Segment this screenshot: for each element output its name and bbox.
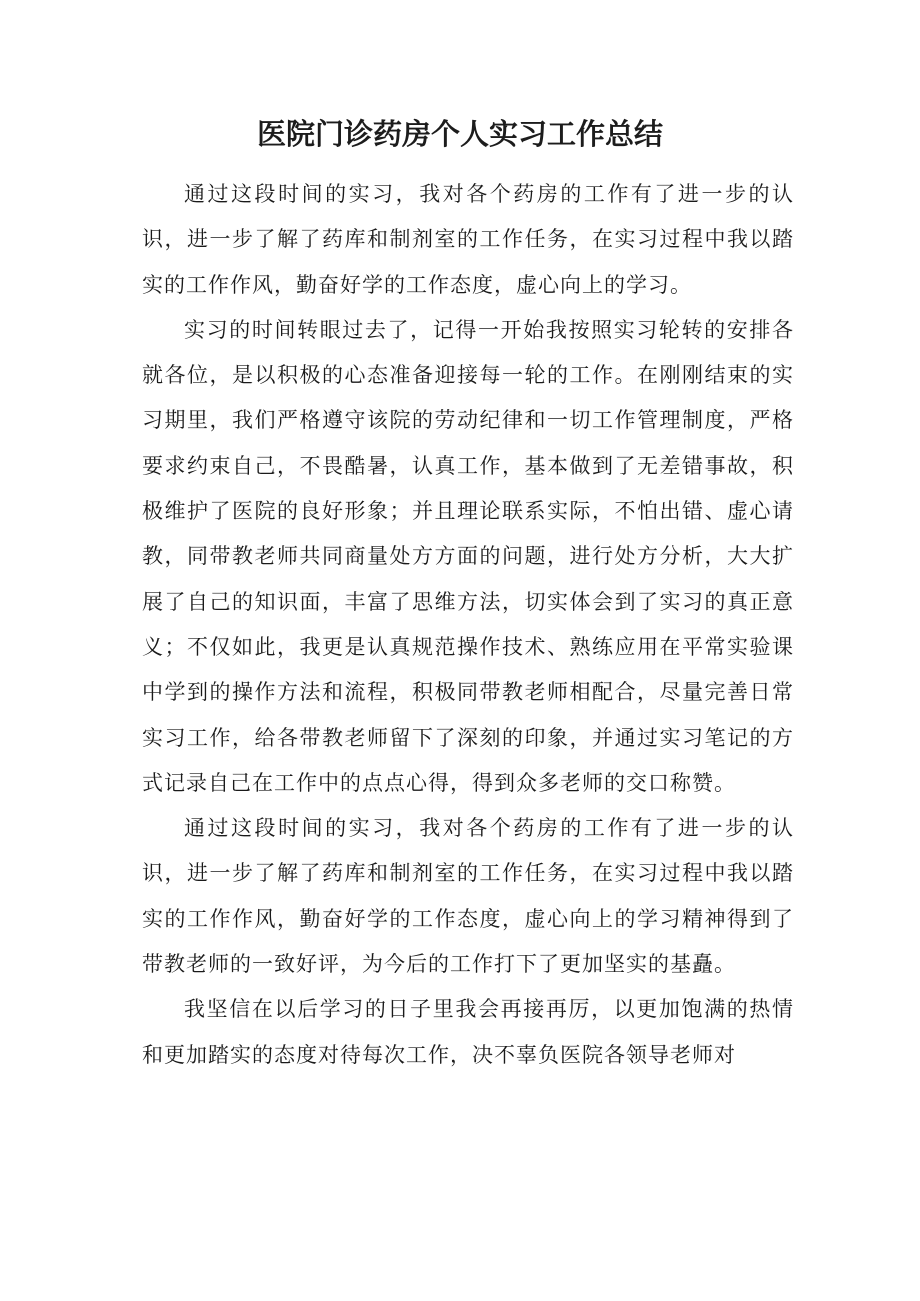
- document-title: 医院门诊药房个人实习工作总结: [256, 117, 663, 151]
- paragraph-4: 我坚信在以后学习的日子里我会再接再厉，以更加饱满的热情和更加踏实的态度对待每次工作，决不辜负医院各领导老师对: [142, 997, 794, 1067]
- paragraph-1: 通过这段时间的实习，我对各个药房的工作有了进一步的认识，进一步了解了药库和制剂室的工作任务，在实习过程中我以踏实的工作作风，勤奋好学的工作态度，虚心向上的学习。: [142, 182, 794, 297]
- document-body: [142, 172, 794, 1078]
- paragraph-3: 通过这段时间的实习，我对各个药房的工作有了进一步的认识，进一步了解了药库和制剂室的工作任务，在实习过程中我以踏实的工作作风，勤奋好学的工作态度，虚心向上的学习精神得到了带教老师的一致好评，为今后的工作打下了更加坚实的基矗。: [142, 816, 794, 977]
- paragraph-2: 实习的时间转眼过去了，记得一开始我按照实习轮转的安排各就各位，是以积极的心态准备迎接每一轮的工作。在刚刚结束的实习期里，我们严格遵守该院的劳动纪律和一切工作管理制度，严格要求约束自己，不畏酷暑，认真工作，基本做到了无差错事故，积极维护了医院的良好形象；并且理论联系实际，不怕出错、虚心请教，同带教老师共同商量处方方面的问题，进行处方分析，大大扩展了自己的知识面，丰富了思维方法，切实体会到了实习的真正意义；不仅如此，我更是认真规范操作技术、熟练应用在平常实验课中学到的操作方法和流程，积极同带教老师相配合，尽量完善日常实习工作，给各带教老师留下了深刻的印象，并通过实习笔记的方式记录自己在工作中的点点心得，得到众多老师的交口称赞。: [142, 317, 794, 795]
